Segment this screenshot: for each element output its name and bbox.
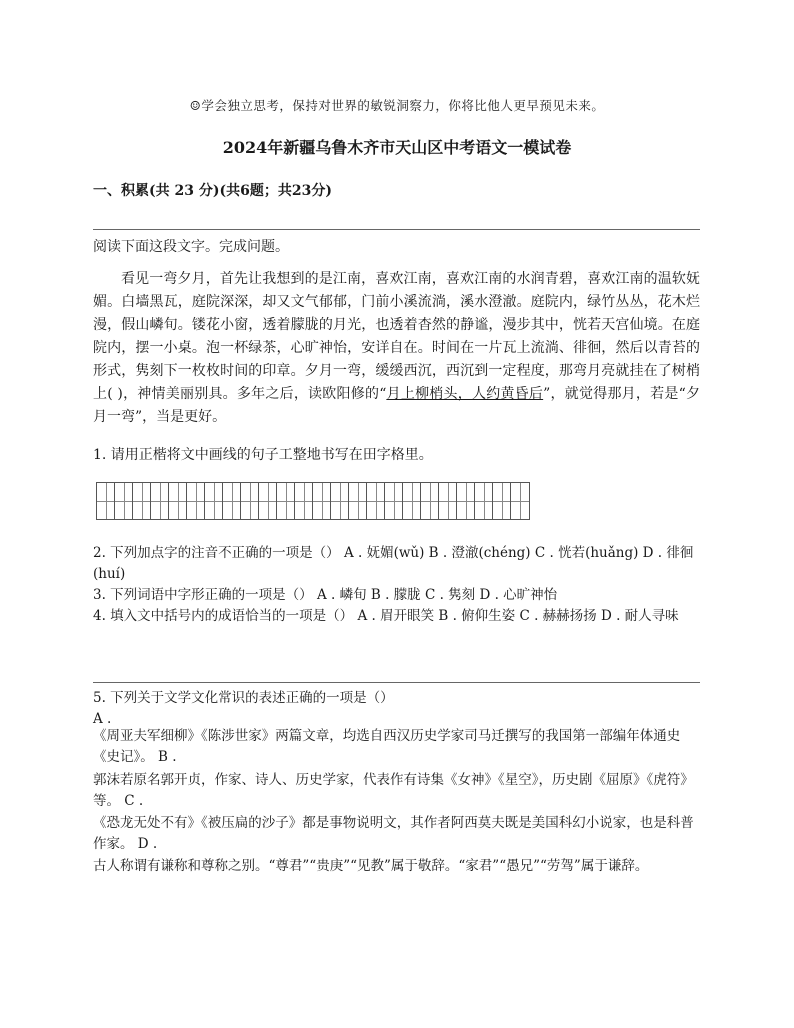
divider-middle: [93, 682, 700, 683]
divider-top: [93, 229, 700, 230]
question-5-option-c: 《恐龙无处不有》《被压扁的沙子》都是事物说明文，其作者阿西莫夫既是美国科幻小说家，也是科普作家。 D .: [93, 815, 694, 852]
grid-cell[interactable]: [313, 483, 331, 519]
grid-cell[interactable]: [115, 483, 133, 519]
writing-grid[interactable]: [96, 482, 530, 520]
reading-instruction: 阅读下面这段文字。完成问题。: [93, 239, 289, 255]
grid-cell[interactable]: [403, 483, 421, 519]
reading-passage: [93, 268, 700, 429]
section-heading: 一、积累(共 23 分)(共6题；共23分): [93, 183, 332, 199]
grid-cell[interactable]: [259, 483, 277, 519]
grid-cell[interactable]: [457, 483, 475, 519]
motto-line: ☺学会独立思考，保持对世界的敏锐洞察力，你将比他人更早预见未来。: [189, 98, 605, 113]
grid-cell[interactable]: [439, 483, 457, 519]
question-5-option-b: 郭沫若原名郭开贞，作家、诗人、历史学家，代表作有诗集《女神》《星空》，历史剧《屈原》《虎符》等。 C .: [93, 772, 694, 809]
grid-cell[interactable]: [475, 483, 493, 519]
passage-end: ”，就觉得那月，若是“夕月一弯”，当是更好。: [93, 386, 700, 425]
grid-cell[interactable]: [511, 483, 529, 519]
exam-title: 2024年新疆乌鲁木齐市天山区中考语文一模试卷: [222, 138, 572, 157]
question-5-stem: 5. 下列关于文学文化常识的表述正确的一项是（）: [93, 690, 394, 706]
grid-cell[interactable]: [241, 483, 259, 519]
question-4: 4. 填入文中括号内的成语恰当的一项是（） A . 眉开眼笑 B . 俯仰生姿 C . 赫赫扬扬 D . 耐人寻味: [93, 608, 679, 624]
grid-cell[interactable]: [205, 483, 223, 519]
grid-cell[interactable]: [349, 483, 367, 519]
question-5-option-a-label: A .: [93, 711, 112, 727]
question-5-option-a: 《周亚夫军细柳》《陈涉世家》两篇文章，均选自西汉历史学家司马迁撰写的我国第一部编年体通史《史记》。 B .: [93, 728, 681, 765]
grid-cell[interactable]: [331, 483, 349, 519]
grid-cell[interactable]: [151, 483, 169, 519]
grid-cell[interactable]: [97, 483, 115, 519]
grid-cell[interactable]: [367, 483, 385, 519]
grid-cell[interactable]: [223, 483, 241, 519]
passage-underlined-sentence: 月上柳梢头，人约黄昏后: [386, 386, 544, 402]
grid-cell[interactable]: [385, 483, 403, 519]
grid-cell[interactable]: [295, 483, 313, 519]
grid-cell[interactable]: [187, 483, 205, 519]
grid-cell[interactable]: [493, 483, 511, 519]
question-2: 2. 下列加点字的注音不正确的一项是（） A . 妩媚(wǔ) B . 澄澈(chéng) C . 恍若(huǎng) D . 徘徊(huí): [93, 545, 694, 582]
question-5-option-d: 古人称谓有谦称和尊称之别。“尊君”“贵庚”“见教”属于敬辞。“家君”“愚兄”“劳驾”属于谦辞。: [93, 858, 649, 874]
passage-main: 看见一弯夕月，首先让我想到的是江南，喜欢江南，喜欢江南的水润青碧，喜欢江南的温软妩媚。白墙黑瓦，庭院深深，却又文气郁郁，门前小溪流淌，溪水澄澈。庭院内，绿竹丛丛，花木烂漫，假山嶙旬。镂花小窗，透着朦胧的月光，也透着杳然的静谧，漫步其中，恍若天宫仙境。在庭院内，摆一小桌。泡一杯绿茶，心旷神怡，安详自在。时间在一片瓦上流淌、徘徊，然后以青苔的形式，隽刻下一枚枚时间的印章。夕月一弯，缓缓西沉，西沉到一定程度，那弯月亮就挂在了树梢上( )，神情美丽别具。多年之后，读欧阳修的“: [93, 271, 700, 402]
grid-cell[interactable]: [133, 483, 151, 519]
grid-cell[interactable]: [421, 483, 439, 519]
question-1: 1. 请用正楷将文中画线的句子工整地书写在田字格里。: [93, 447, 433, 463]
question-3: 3. 下列词语中字形正确的一项是（） A . 嶙旬 B . 朦胧 C . 隽刻 D . 心旷神怡: [93, 587, 558, 603]
grid-cell[interactable]: [277, 483, 295, 519]
grid-cell[interactable]: [169, 483, 187, 519]
